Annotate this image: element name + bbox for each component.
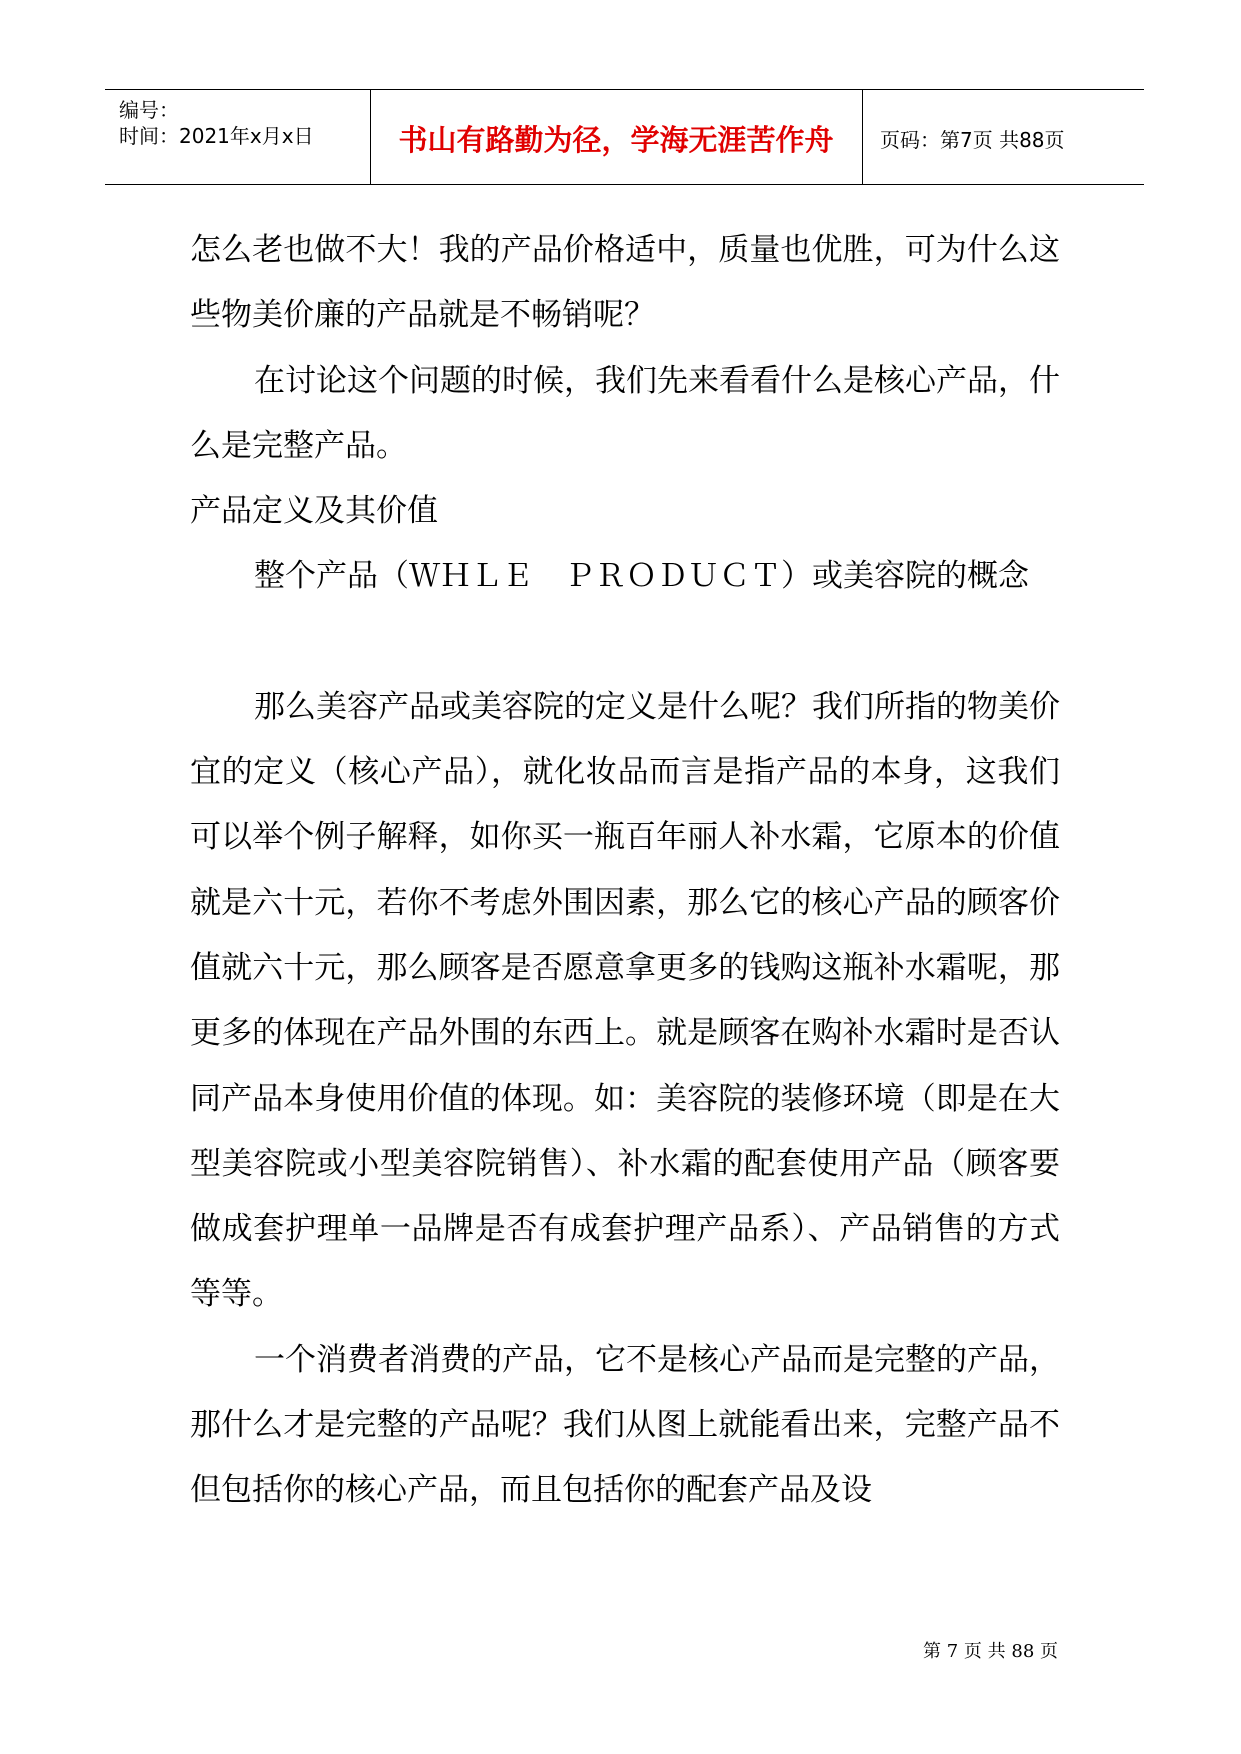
paragraph-complete-product: 一个消费者消费的产品，它不是核心产品而是完整的产品，那什么才是完整的产品呢？我们从图上就能看出来，完整产品不但包括你的核心产品，而且包括你的配套产品及设	[190, 1341, 1060, 1509]
motto-text: 书山有路勤为径，学海无涯苦作舟	[398, 123, 834, 157]
section-heading: 产品定义及其价值	[190, 493, 438, 530]
paragraph-definition: 那么美容产品或美容院的定义是什么呢？我们所指的物美价宜的定义（核心产品），就化妆品而言是指产品的本身，这我们可以举个例子解释，如你买一瓶百年丽人补水霜，它原本的价值就是六十元，若你不考虑外围因素，那么它的核心产品的顾客价值就六十元，那么顾客是否愿意拿更多的钱购这瓶补水霜呢，那更多的体现在产品外围的东西上。就是顾客在购补水霜时是否认同产品本身使用价值的体现。如：美容院的装修环境（即是在大型美容院或小型美容院销售）、补水霜的配套使用产品（顾客要做成套护理单一品牌是否有成套护理产品系）、产品销售的方式等等。	[190, 688, 1060, 1313]
paragraph-continuation: 怎么老也做不大！我的产品价格适中，质量也优胜，可为什么这些物美价廉的产品就是不畅销呢？	[190, 232, 1060, 334]
subsection-heading: 整个产品（ＷＨＬＥ ＰＲＯＤＵＣＴ）或美容院的概念	[254, 558, 1029, 595]
date-line: 时间：2021年x月x日	[119, 124, 314, 148]
page-footer: 第 7 页 共 88 页	[923, 1641, 1058, 1662]
blank-line	[190, 610, 1060, 675]
page-header	[105, 89, 1144, 185]
header-middle-cell	[370, 90, 863, 184]
paragraph-intro: 在讨论这个问题的时候，我们先来看看什么是核心产品，什么是完整产品。	[190, 362, 1060, 464]
header-right-cell	[862, 90, 1144, 184]
document-body	[190, 218, 1060, 1524]
document-number-label: 编号：	[119, 98, 179, 122]
header-page-info: 页码：第7页 共88页	[880, 128, 1065, 152]
header-left-cell	[105, 90, 371, 184]
